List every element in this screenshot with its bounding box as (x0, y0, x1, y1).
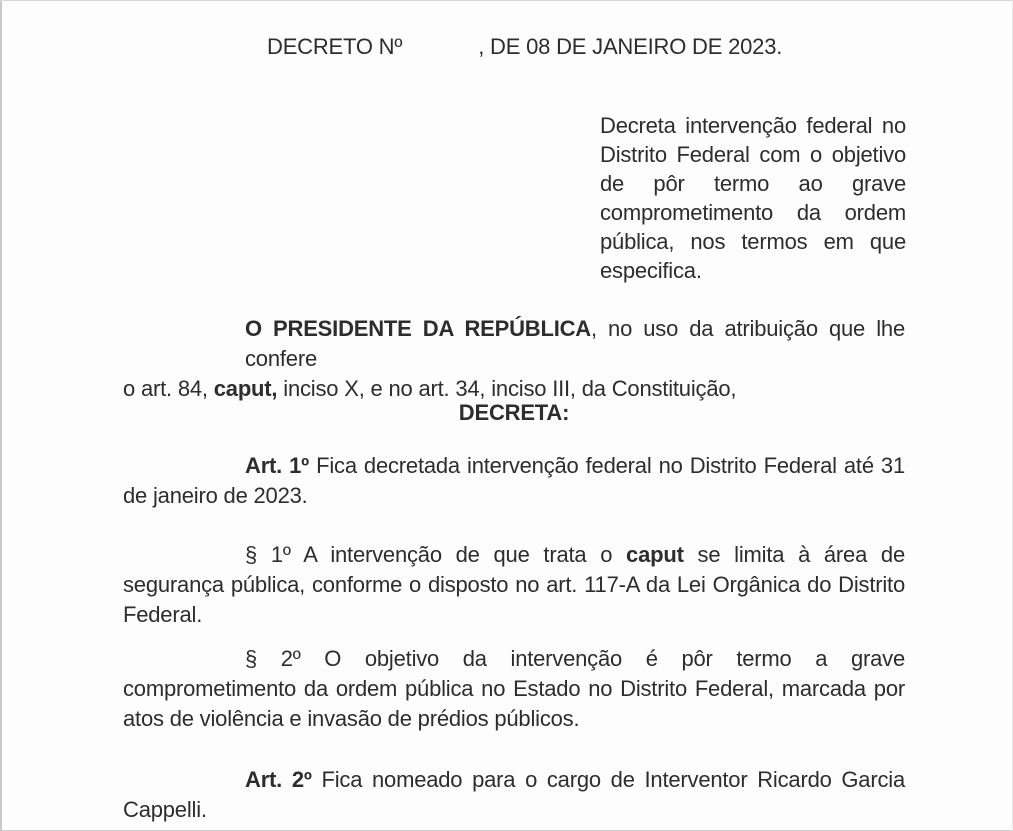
article-1-paragraph (123, 451, 905, 511)
article-2-label-bold: Art. 2º (245, 767, 312, 792)
article-1-line: de janeiro de 2023. (123, 483, 308, 508)
paragraph-2-line: comprometimento da ordem pública no Estado no Distrito Federal, marcada por (123, 676, 905, 701)
paragraph-2-line: atos de violência e invasão de prédios públicos. (123, 706, 580, 731)
paragraph-1-pre: § 1º A intervenção de que trata o (245, 542, 627, 567)
decree-title-date: , DE 08 DE JANEIRO DE 2023. (478, 34, 783, 59)
ementa-line: pública, nos termos em que (600, 229, 906, 254)
ementa-line: de pôr termo ao grave (600, 171, 906, 196)
paragraph-2-line: § 2º O objetivo da intervenção é pôr termo a grave (245, 646, 905, 671)
preamble-line (123, 314, 905, 374)
paragraph-1-line: segurança pública, conforme o disposto no art. 117-A da Lei Orgânica do Distrito (123, 572, 905, 597)
preamble-line2-pre: o art. 84, (123, 376, 214, 401)
article-1-line (123, 451, 905, 481)
paragraph-1-rest: se limita à área de (683, 542, 905, 567)
decree-title (267, 32, 782, 62)
preamble-line2-rest: inciso X, e no art. 34, inciso III, da Constituição, (277, 376, 737, 401)
ementa-block (600, 111, 906, 285)
paragraph-1-block (123, 540, 905, 630)
page-edge-left (0, 0, 2, 831)
paragraph-1-caput-bold: caput (626, 542, 684, 567)
paragraph-2-block (123, 644, 905, 734)
preamble-president-bold: O PRESIDENTE DA REPÚBLICA (245, 316, 591, 341)
paragraph-1-line: Federal. (123, 602, 203, 627)
ementa-line: Distrito Federal com o objetivo (600, 142, 906, 167)
article-2-line-rest: Fica nomeado para o cargo de Interventor Ricardo Garcia (311, 767, 905, 792)
page-edge-top (0, 0, 1013, 1)
decree-title-label: DECRETO Nº (267, 34, 403, 59)
article-1-label-bold: Art. 1º (245, 453, 310, 478)
preamble-line-rest: , no uso da atribuição que lhe confere (245, 316, 905, 371)
preamble-paragraph (123, 314, 905, 404)
article-2-line: Cappelli. (123, 797, 207, 822)
article-2-line (123, 765, 905, 795)
ementa-line: especifica. (600, 258, 702, 283)
article-2-paragraph (123, 765, 905, 825)
ementa-line: Decreta intervenção federal no (600, 113, 906, 138)
preamble-caput-bold: caput, (213, 376, 278, 401)
decreta-heading: DECRETA: (458, 400, 570, 425)
article-1-line-rest: Fica decretada intervenção federal no Distrito Federal até 31 (309, 453, 905, 478)
paragraph-1-line (123, 540, 905, 570)
ementa-line: comprometimento da ordem (600, 200, 906, 225)
